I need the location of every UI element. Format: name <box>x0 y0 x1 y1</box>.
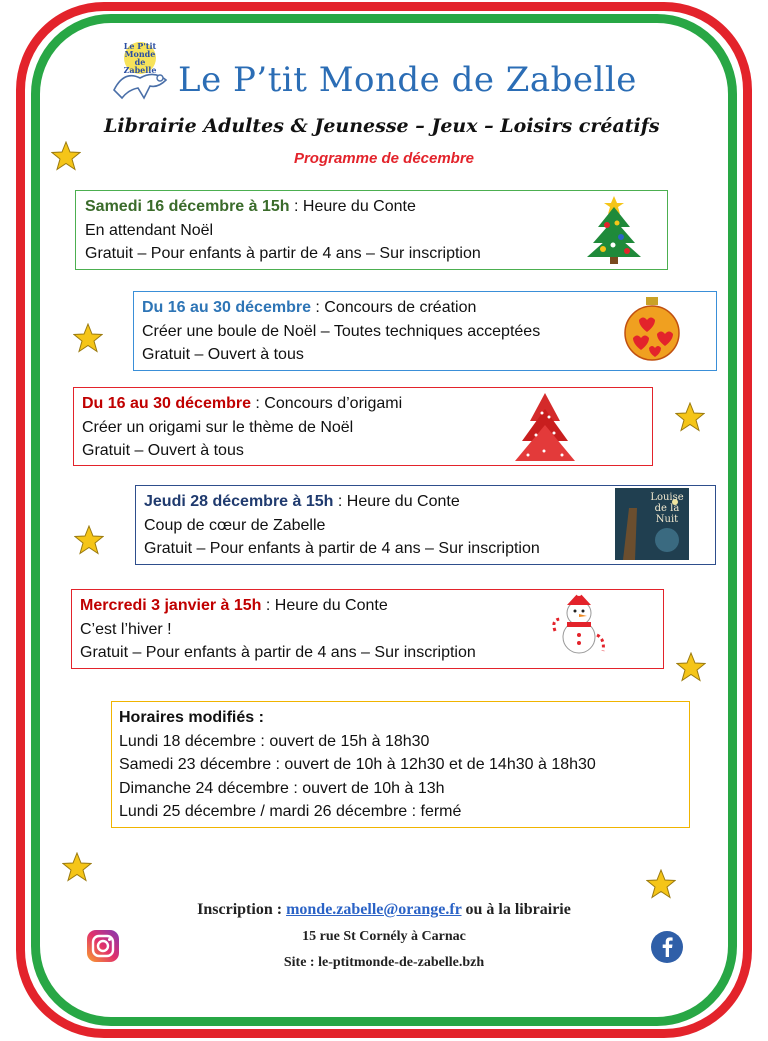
event-date: Jeudi 28 décembre à 15h <box>144 493 334 510</box>
inscription-suffix: ou à la librairie <box>461 901 571 918</box>
email-link[interactable]: monde.zabelle@orange.fr <box>286 901 462 918</box>
event-date: Du 16 au 30 décembre <box>82 395 251 412</box>
event-description: En attendant Noël <box>85 221 214 239</box>
star-icon <box>73 323 103 353</box>
event-title: : Heure du Conte <box>289 198 416 215</box>
event-date: Du 16 au 30 décembre <box>142 299 311 316</box>
star-icon <box>51 141 81 171</box>
footer-address: 15 rue St Cornély à Carnac <box>302 929 466 944</box>
inscription-label: Inscription : <box>197 901 287 918</box>
event-description: Coup de cœur de Zabelle <box>144 516 326 534</box>
event-date: Samedi 16 décembre à 15h <box>85 198 290 215</box>
snowman-icon <box>549 591 609 657</box>
event-description: Créer une boule de Noël – Toutes techniques acceptées <box>142 322 541 340</box>
origami-tree-icon <box>514 391 576 463</box>
hours-line: Lundi 18 décembre : ouvert de 15h à 18h30 <box>119 732 430 750</box>
hours-title: Horaires modifiés : <box>119 709 264 726</box>
page-subtitle: Librairie Adultes & Jeunesse – Jeux – Loisirs créatifs <box>104 115 660 137</box>
event-details: Gratuit – Pour enfants à partir de 4 ans – Sur inscription <box>144 540 540 557</box>
footer-website: Site : le-ptitmonde-de-zabelle.bzh <box>283 955 485 970</box>
book-cover-title: Louise de la Nuit <box>650 492 684 525</box>
facebook-icon[interactable] <box>650 930 684 964</box>
modified-hours-box <box>111 701 690 828</box>
event-title: : Concours d’origami <box>250 395 403 412</box>
program-title: Programme de décembre <box>293 150 475 167</box>
bauble-icon <box>621 294 683 366</box>
star-icon <box>62 852 92 882</box>
star-icon <box>676 652 706 682</box>
event-details: Gratuit – Ouvert à tous <box>142 346 304 363</box>
hours-line: Samedi 23 décembre : ouvert de 10h à 12h30 et de 14h30 à 18h30 <box>119 756 596 773</box>
logo <box>110 40 174 102</box>
star-icon <box>74 525 104 555</box>
star-icon <box>646 869 676 899</box>
event-title: : Heure du Conte <box>261 597 388 614</box>
star-icon <box>675 402 705 432</box>
event-title: : Heure du Conte <box>333 493 460 510</box>
event-description: C’est l’hiver ! <box>80 620 172 638</box>
event-card <box>75 190 668 270</box>
christmas-tree-icon <box>583 193 645 265</box>
event-title: : Concours de création <box>310 299 477 316</box>
logo-text: Le P'tit Monde de Zabelle <box>123 41 157 75</box>
footer-inscription <box>0 901 768 919</box>
hours-line: Lundi 25 décembre / mardi 26 décembre : fermé <box>119 803 462 820</box>
event-date: Mercredi 3 janvier à 15h <box>80 597 262 614</box>
event-description: Créer un origami sur le thème de Noël <box>82 418 354 436</box>
event-details: Gratuit – Pour enfants à partir de 4 ans – Sur inscription <box>85 245 481 262</box>
event-details: Gratuit – Pour enfants à partir de 4 ans – Sur inscription <box>80 644 476 661</box>
event-details: Gratuit – Ouvert à tous <box>82 442 244 459</box>
hours-line: Dimanche 24 décembre : ouvert de 10h à 13h <box>119 779 445 797</box>
instagram-icon[interactable] <box>86 929 120 963</box>
page-title: Le P’tit Monde de Zabelle <box>178 60 637 100</box>
book-cover <box>615 488 689 560</box>
